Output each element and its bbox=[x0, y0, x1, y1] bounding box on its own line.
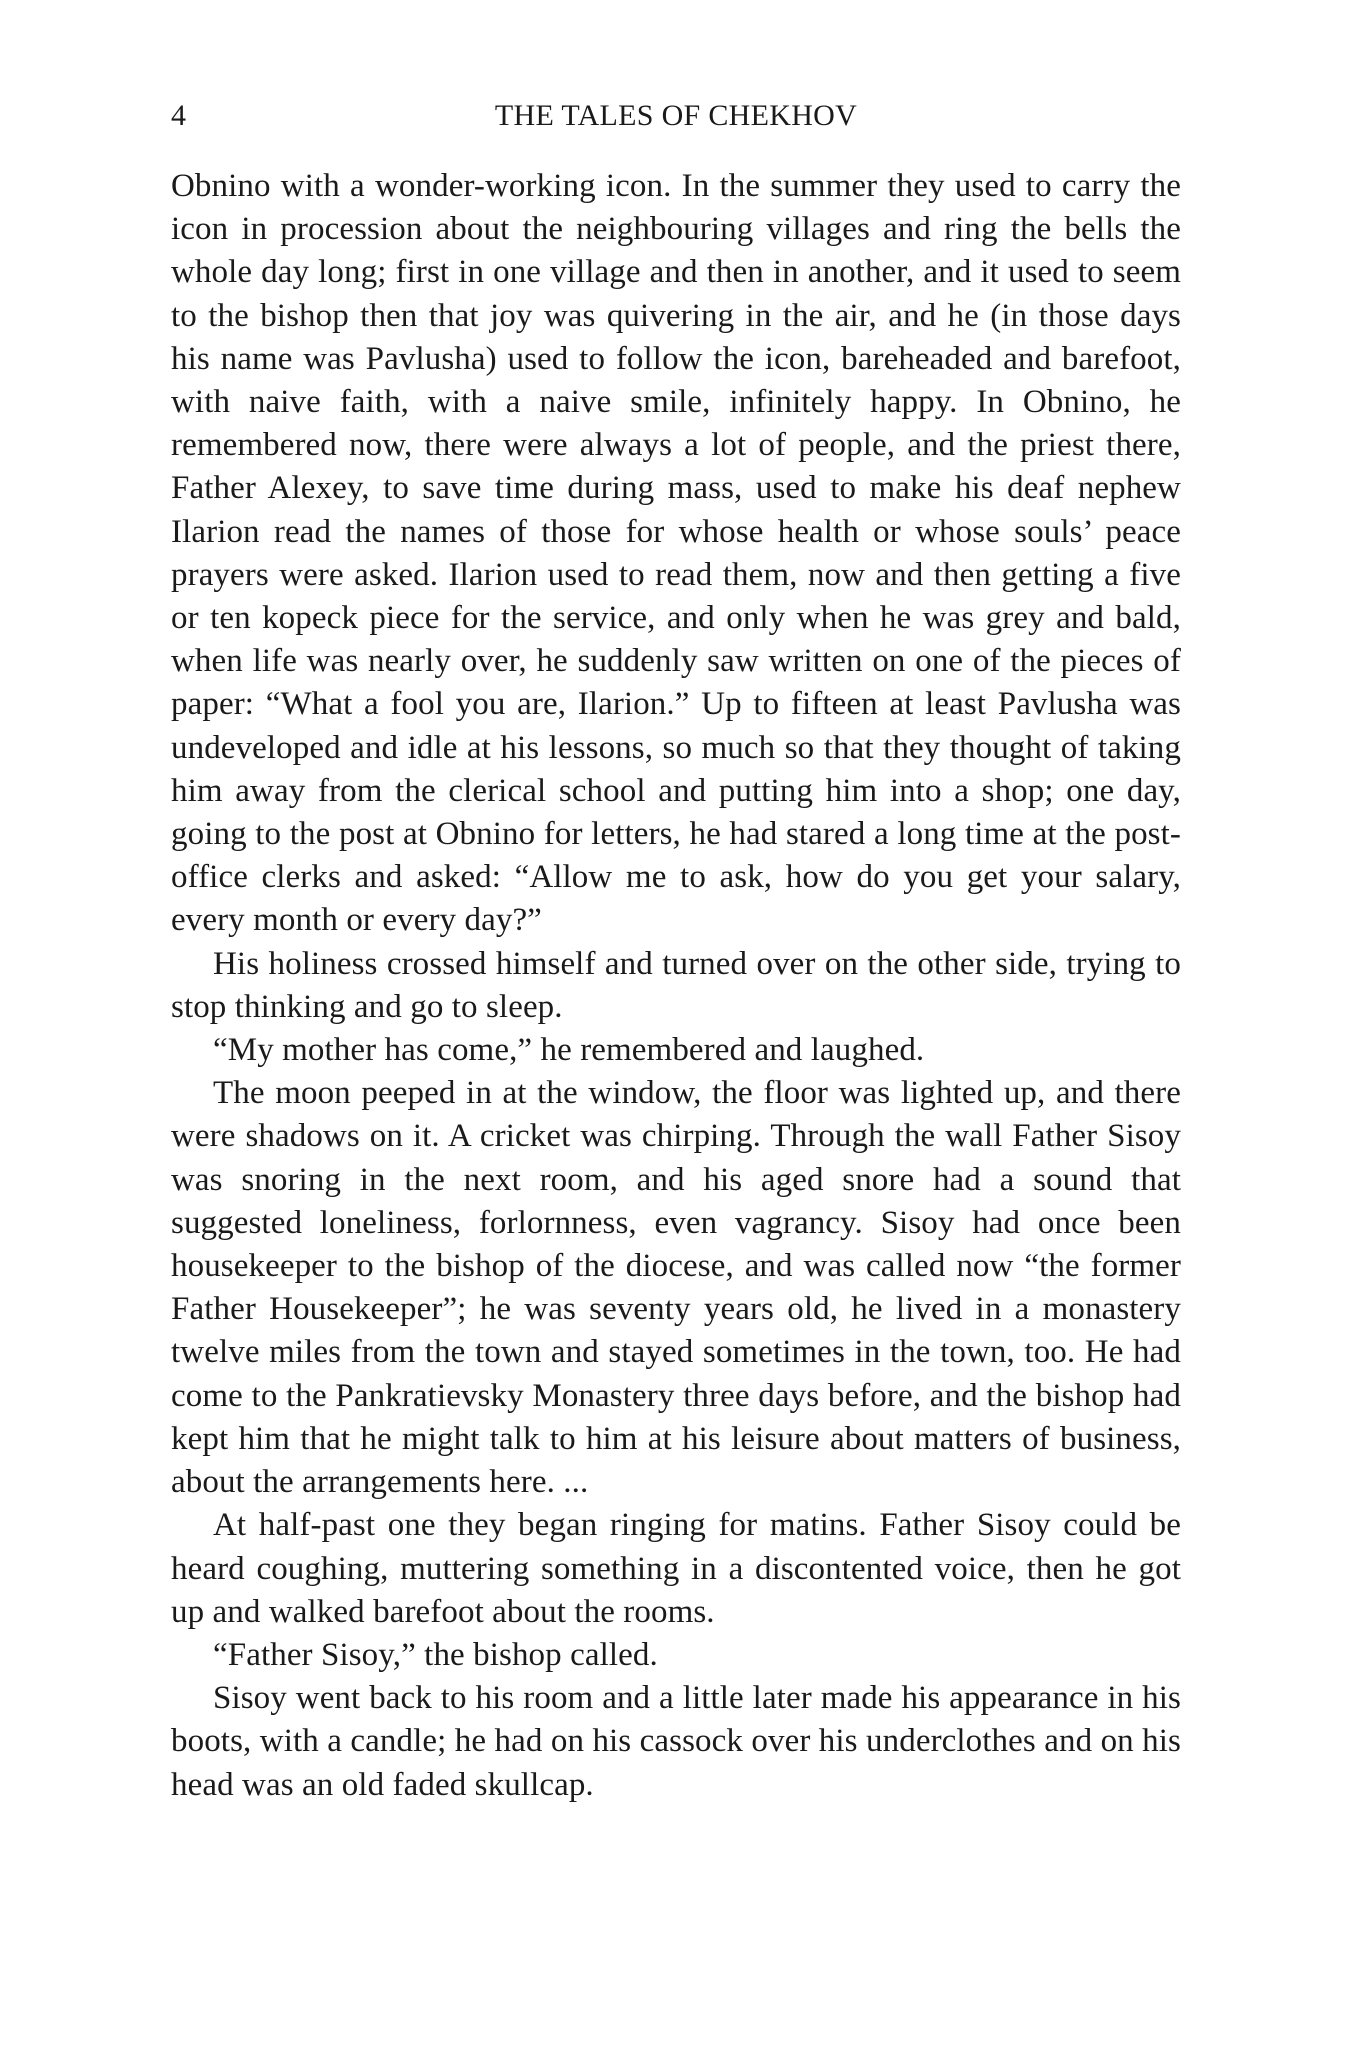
page-number: 4 bbox=[171, 99, 186, 132]
body-text bbox=[171, 165, 1181, 1807]
paragraph: At half-past one they began ringing for matins. Father Sisoy could be heard coughing, muttering something in a discontented voice, then he got up and walked barefoot about the rooms. bbox=[171, 1507, 1181, 1630]
paragraph: “My mother has come,” he remembered and laughed. bbox=[213, 1032, 925, 1069]
paragraph: His holiness crossed himself and turned over on the other side, trying to stop thinking and go to sleep. bbox=[171, 945, 1181, 1025]
paragraph: Obnino with a wonder-working icon. In the summer they used to carry the icon in procession about the neighbouring villages and ring the bells the whole day long; first in one village and then in another, and it used to seem to the bishop then that joy was quivering in the air, and he (in those days his name was Pavlusha) used to follow the icon, bareheaded and barefoot, with naive faith, with a naive smile, infinitely happy. In Obnino, he remembered now, there were always a lot of people, and the priest there, Father Alexey, to save time during mass, used to make his deaf nephew Ilarion read the names of those for whose health or whose souls’ peace prayers were asked. Ilarion used to read them, now and then getting a five or ten kopeck piece for the service, and only when he was grey and bald, when life was nearly over, he suddenly saw written on one of the pieces of paper: “What a fool you are, Ilarion.” Up to fifteen at least Pavlusha was undeveloped and idle at his lessons, so much so that they thought of taking him away from the clerical school and putting him into a shop; one day, going to the post at Obnino for letters, he had stared a long time at the post-office clerks and asked: “Allow me to ask, how do you get your salary, every month or every day?” bbox=[171, 168, 1181, 939]
paragraph: Sisoy went back to his room and a little later made his appearance in his boots, with a candle; he had on his cassock over his underclothes and on his head was an old faded skullcap. bbox=[171, 1680, 1181, 1803]
paragraph: The moon peeped in at the window, the floor was lighted up, and there were shadows on it. A cricket was chirping. Through the wall Father Sisoy was snoring in the next room, and his aged snore had a sound that suggested loneliness, forlornness, even vagrancy. Sisoy had once been housekeeper to the bishop of the diocese, and was called now “the former Father Housekeeper”; he was seventy years old, he lived in a monastery twelve miles from the town and stayed sometimes in the town, too. He had come to the Pankratievsky Monastery three days before, and the bishop had kept him that he might talk to him at his leisure about matters of business, about the arrangements here. ... bbox=[171, 1075, 1181, 1501]
page-header bbox=[171, 96, 1181, 136]
running-head: THE TALES OF CHEKHOV bbox=[494, 99, 858, 132]
paragraph: “Father Sisoy,” the bishop called. bbox=[213, 1636, 658, 1673]
